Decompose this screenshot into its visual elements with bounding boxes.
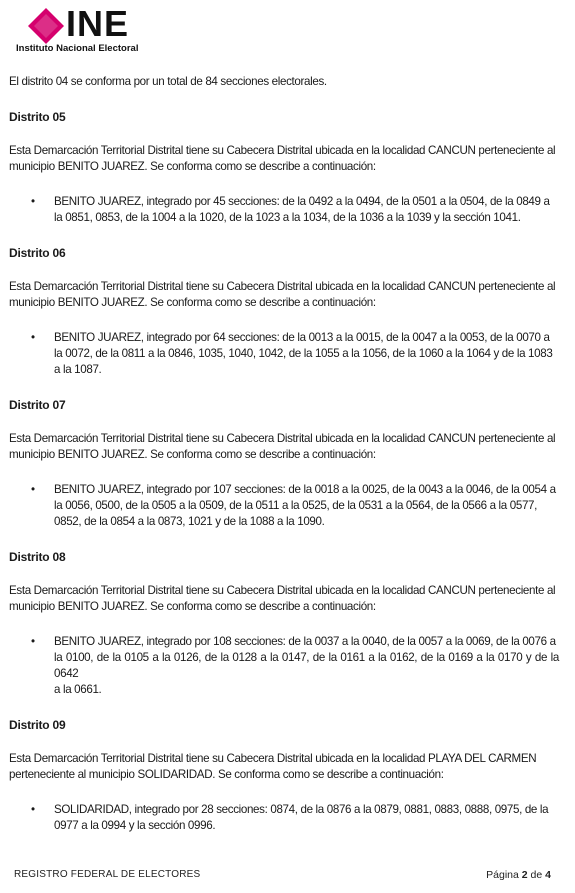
bullet-icon: • <box>31 803 35 816</box>
intro-paragraph: El distrito 04 se conforma por un total de 84 secciones electorales. <box>9 75 327 88</box>
section-list-item: • BENITO JUAREZ, integrado por 45 secciones: de la 0492 a la 0494, de la 0501 a la 0504, de la 0849 a la 0851, 0853, de la 1004 a la 1020, de la 1023 a la 1034, de la 1036 a la 1039 y la sección 1041. <box>31 195 550 224</box>
bullet-icon: • <box>31 195 35 208</box>
ine-logo <box>14 3 174 56</box>
district-title: Distrito 06 <box>9 246 66 260</box>
section-list-item: • SOLIDARIDAD, integrado por 28 secciones: 0874, de la 0876 a la 0879, 0881, 0883, 0888, 0975, de la 0977 a la 0994 y la sección 0996. <box>31 803 549 832</box>
district-description: Esta Demarcación Territorial Distrital tiene su Cabecera Distrital ubicada en la localidad CANCUN perteneciente al municipio BENITO JUAREZ. Se conforma como se describe a continuación: <box>9 432 556 461</box>
section-list-item: • BENITO JUAREZ, integrado por 107 secciones: de la 0018 a la 0025, de la 0043 a la 0046, de la 0054 a la 0056, 0500, de la 0505 a la 0509, de la 0511 a la 0525, de la 0531 a la 0564, de la 0566 a la 0577, 0852, de la 0854 a la 0873, 1021 y de la 1088 a la 1090. <box>31 483 556 528</box>
district-description: Esta Demarcación Territorial Distrital tiene su Cabecera Distrital ubicada en la localidad PLAYA DEL CARMEN perteneciente al municipio SOLIDARIDAD. Se conforma como se describe a continuación: <box>9 752 537 781</box>
district-title: Distrito 09 <box>9 718 66 732</box>
section-list-item: • BENITO JUAREZ, integrado por 108 secciones: de la 0037 a la 0040, de la 0057 a la 0069, de la 0076 a la 0100, de la 0105 a la 0126, de la 0128 a la 0147, de la 0161 a la 0162, de la 0169 a la 0170 y de la 0642 a la 0661. <box>31 635 559 696</box>
district-title: Distrito 08 <box>9 550 66 564</box>
bullet-icon: • <box>31 483 35 496</box>
bullet-icon: • <box>31 635 35 648</box>
document-body <box>9 74 559 834</box>
district-description: Esta Demarcación Territorial Distrital tiene su Cabecera Distrital ubicada en la localidad CANCUN perteneciente al municipio BENITO JUAREZ. Se conforma como se describe a continuación: <box>9 144 556 173</box>
district-description: Esta Demarcación Territorial Distrital tiene su Cabecera Distrital ubicada en la localidad CANCUN perteneciente al municipio BENITO JUAREZ. Se conforma como se describe a continuación: <box>9 584 556 613</box>
logo-text: INE <box>66 3 130 44</box>
district-description: Esta Demarcación Territorial Distrital tiene su Cabecera Distrital ubicada en la localidad CANCUN perteneciente al municipio BENITO JUAREZ. Se conforma como se describe a continuación: <box>9 280 556 309</box>
ine-logo-mark-icon <box>22 8 70 44</box>
page-number: Página 2 de 4 <box>486 869 551 881</box>
section-list-item: • BENITO JUAREZ, integrado por 64 secciones: de la 0013 a la 0015, de la 0047 a la 0053, de la 0070 a la 0072, de la 0811 a la 0846, 1035, 1040, 1042, de la 1055 a la 1056, de la 1060 a la 1064 y de la 1083 a la 1087. <box>31 331 553 376</box>
bullet-icon: • <box>31 331 35 344</box>
district-title: Distrito 05 <box>9 110 66 124</box>
footer-registry-label: REGISTRO FEDERAL DE ELECTORES <box>14 869 201 880</box>
logo-subtitle: Instituto Nacional Electoral <box>16 43 139 54</box>
district-title: Distrito 07 <box>9 398 66 412</box>
